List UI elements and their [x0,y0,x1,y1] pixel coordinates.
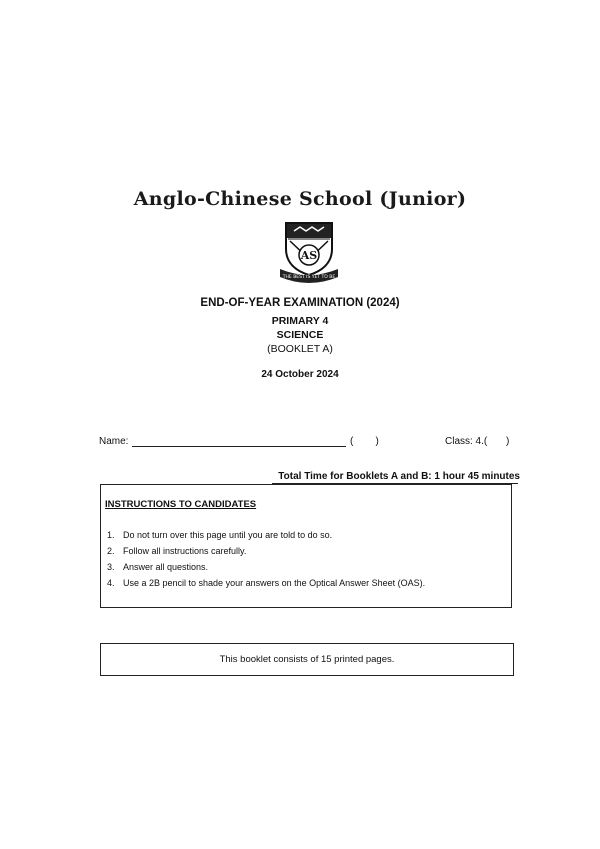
instructions-heading: INSTRUCTIONS TO CANDIDATES [105,499,257,510]
exam-title: END-OF-YEAR EXAMINATION (2024) [200,297,400,309]
svg-text:THE BEST IS YET TO BE: THE BEST IS YET TO BE [282,275,336,280]
list-item: 1. Do not turn over this page until you are told to do so. [107,530,333,540]
exam-booklet: (BOOKLET A) [267,343,333,355]
exam-level: PRIMARY 4 [271,315,329,327]
school-name: Anglo-Chinese School (Junior) [133,188,467,210]
class-field-close: ) [506,436,510,447]
exam-subject: SCIENCE [276,329,324,341]
exam-date: 24 October 2024 [261,369,339,380]
class-label: Class: 4.( [445,436,488,447]
instructions-box [100,484,512,608]
school-crest-logo [276,219,342,285]
svg-text:AS: AS [300,249,318,262]
page-count-note: This booklet consists of 15 printed pages. [219,654,395,665]
name-field-line[interactable] [132,446,346,447]
name-label: Name: [99,436,129,447]
list-item: 2. Follow all instructions carefully. [107,546,247,556]
register-number-field[interactable]: ( ) [350,436,379,447]
list-item: 4. Use a 2B pencil to shade your answers on the Optical Answer Sheet (OAS). [107,578,426,588]
total-time-note: Total Time for Booklets A and B: 1 hour 45 minutes [278,471,520,482]
list-item: 3. Answer all questions. [107,562,209,572]
page-count-box [100,643,514,676]
instructions-list [107,527,425,591]
